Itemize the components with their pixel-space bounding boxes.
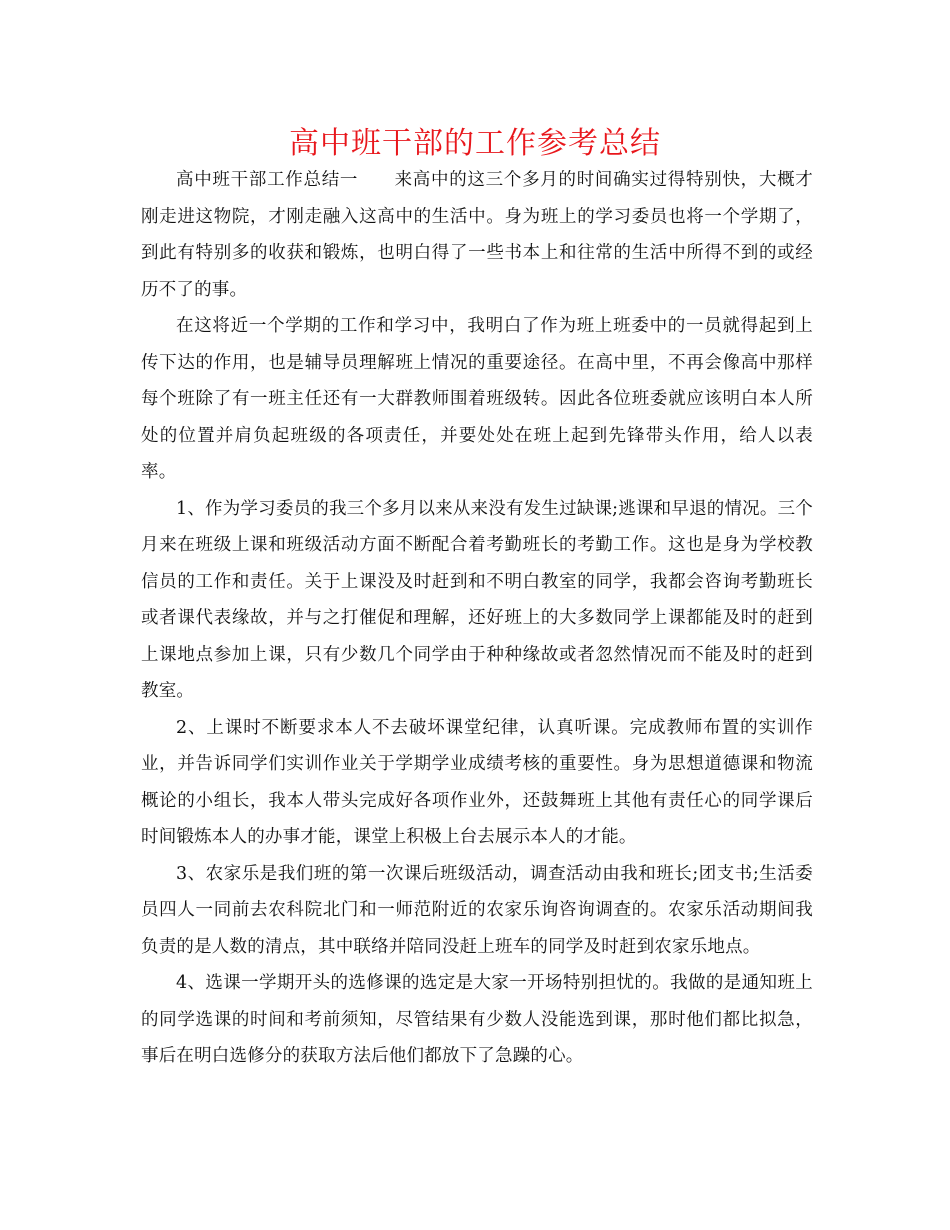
paragraph-role: 在这将近一个学期的工作和学习中，我明白了作为班上班委中的一员就得起到上传下达的作用，也是辅导员理解班上情况的重要途径。在高中里，不再会像高中那样每个班除了有一班主任还有一大群教师围着班级转。因此各位班委就应该明白本人所处的位置并肩负起班级的各项责任，并要处处在班上起到先锋带头作用，给人以表率。 xyxy=(141,316,813,482)
paragraph-item-2: 2、上课时不断要求本人不去破坏课堂纪律，认真听课。完成教师布置的实训作业，并告诉同学们实训作业关于学期学业成绩考核的重要性。身为思想道德课和物流概论的小组长，我本人带头完成好各项作业外，还鼓舞班上其他有责任心的同学课后时间锻炼本人的办事才能，课堂上积极上台去展示本人的才能。 xyxy=(141,717,813,847)
paragraph-item-4: 4、选课一学期开头的选修课的选定是大家一开场特别担忧的。我做的是通知班上的同学选课的时间和考前须知，尽管结果有少数人没能选到课，那时他们都比拟急，事后在明白选修分的获取方法后他们都放下了急躁的心。 xyxy=(141,973,813,1066)
document-body xyxy=(141,162,813,1075)
paragraph-intro: 高中班干部工作总结一 来高中的这三个多月的时间确实过得特别快，大概才刚走进这物院，才刚走融入这高中的生活中。身为班上的学习委员也将一个学期了，到此有特别多的收获和锻炼，也明白得了一些书本上和往常的生活中所得不到的或经历不了的事。 xyxy=(141,170,813,300)
document-title: 高中班干部的工作参考总结 xyxy=(289,126,661,161)
paragraph-item-1: 1、作为学习委员的我三个多月以来从来没有发生过缺课;逃课和早退的情况。三个月来在班级上课和班级活动方面不断配合着考勤班长的考勤工作。这也是身为学校教信员的工作和责任。关于上课没及时赶到和不明白教室的同学，我都会咨询考勤班长或者课代表缘故，并与之打催促和理解，还好班上的大多数同学上课都能及时的赶到上课地点参加上课，只有少数几个同学由于种种缘故或者忽然情况而不能及时的赶到教室。 xyxy=(141,498,813,701)
paragraph-item-3: 3、农家乐是我们班的第一次课后班级活动，调查活动由我和班长;团支书;生活委员四人一同前去农科院北门和一师范附近的农家乐询咨询调查的。农家乐活动期间我负责的是人数的清点，其中联络并陪同没赶上班车的同学及时赶到农家乐地点。 xyxy=(141,863,813,957)
